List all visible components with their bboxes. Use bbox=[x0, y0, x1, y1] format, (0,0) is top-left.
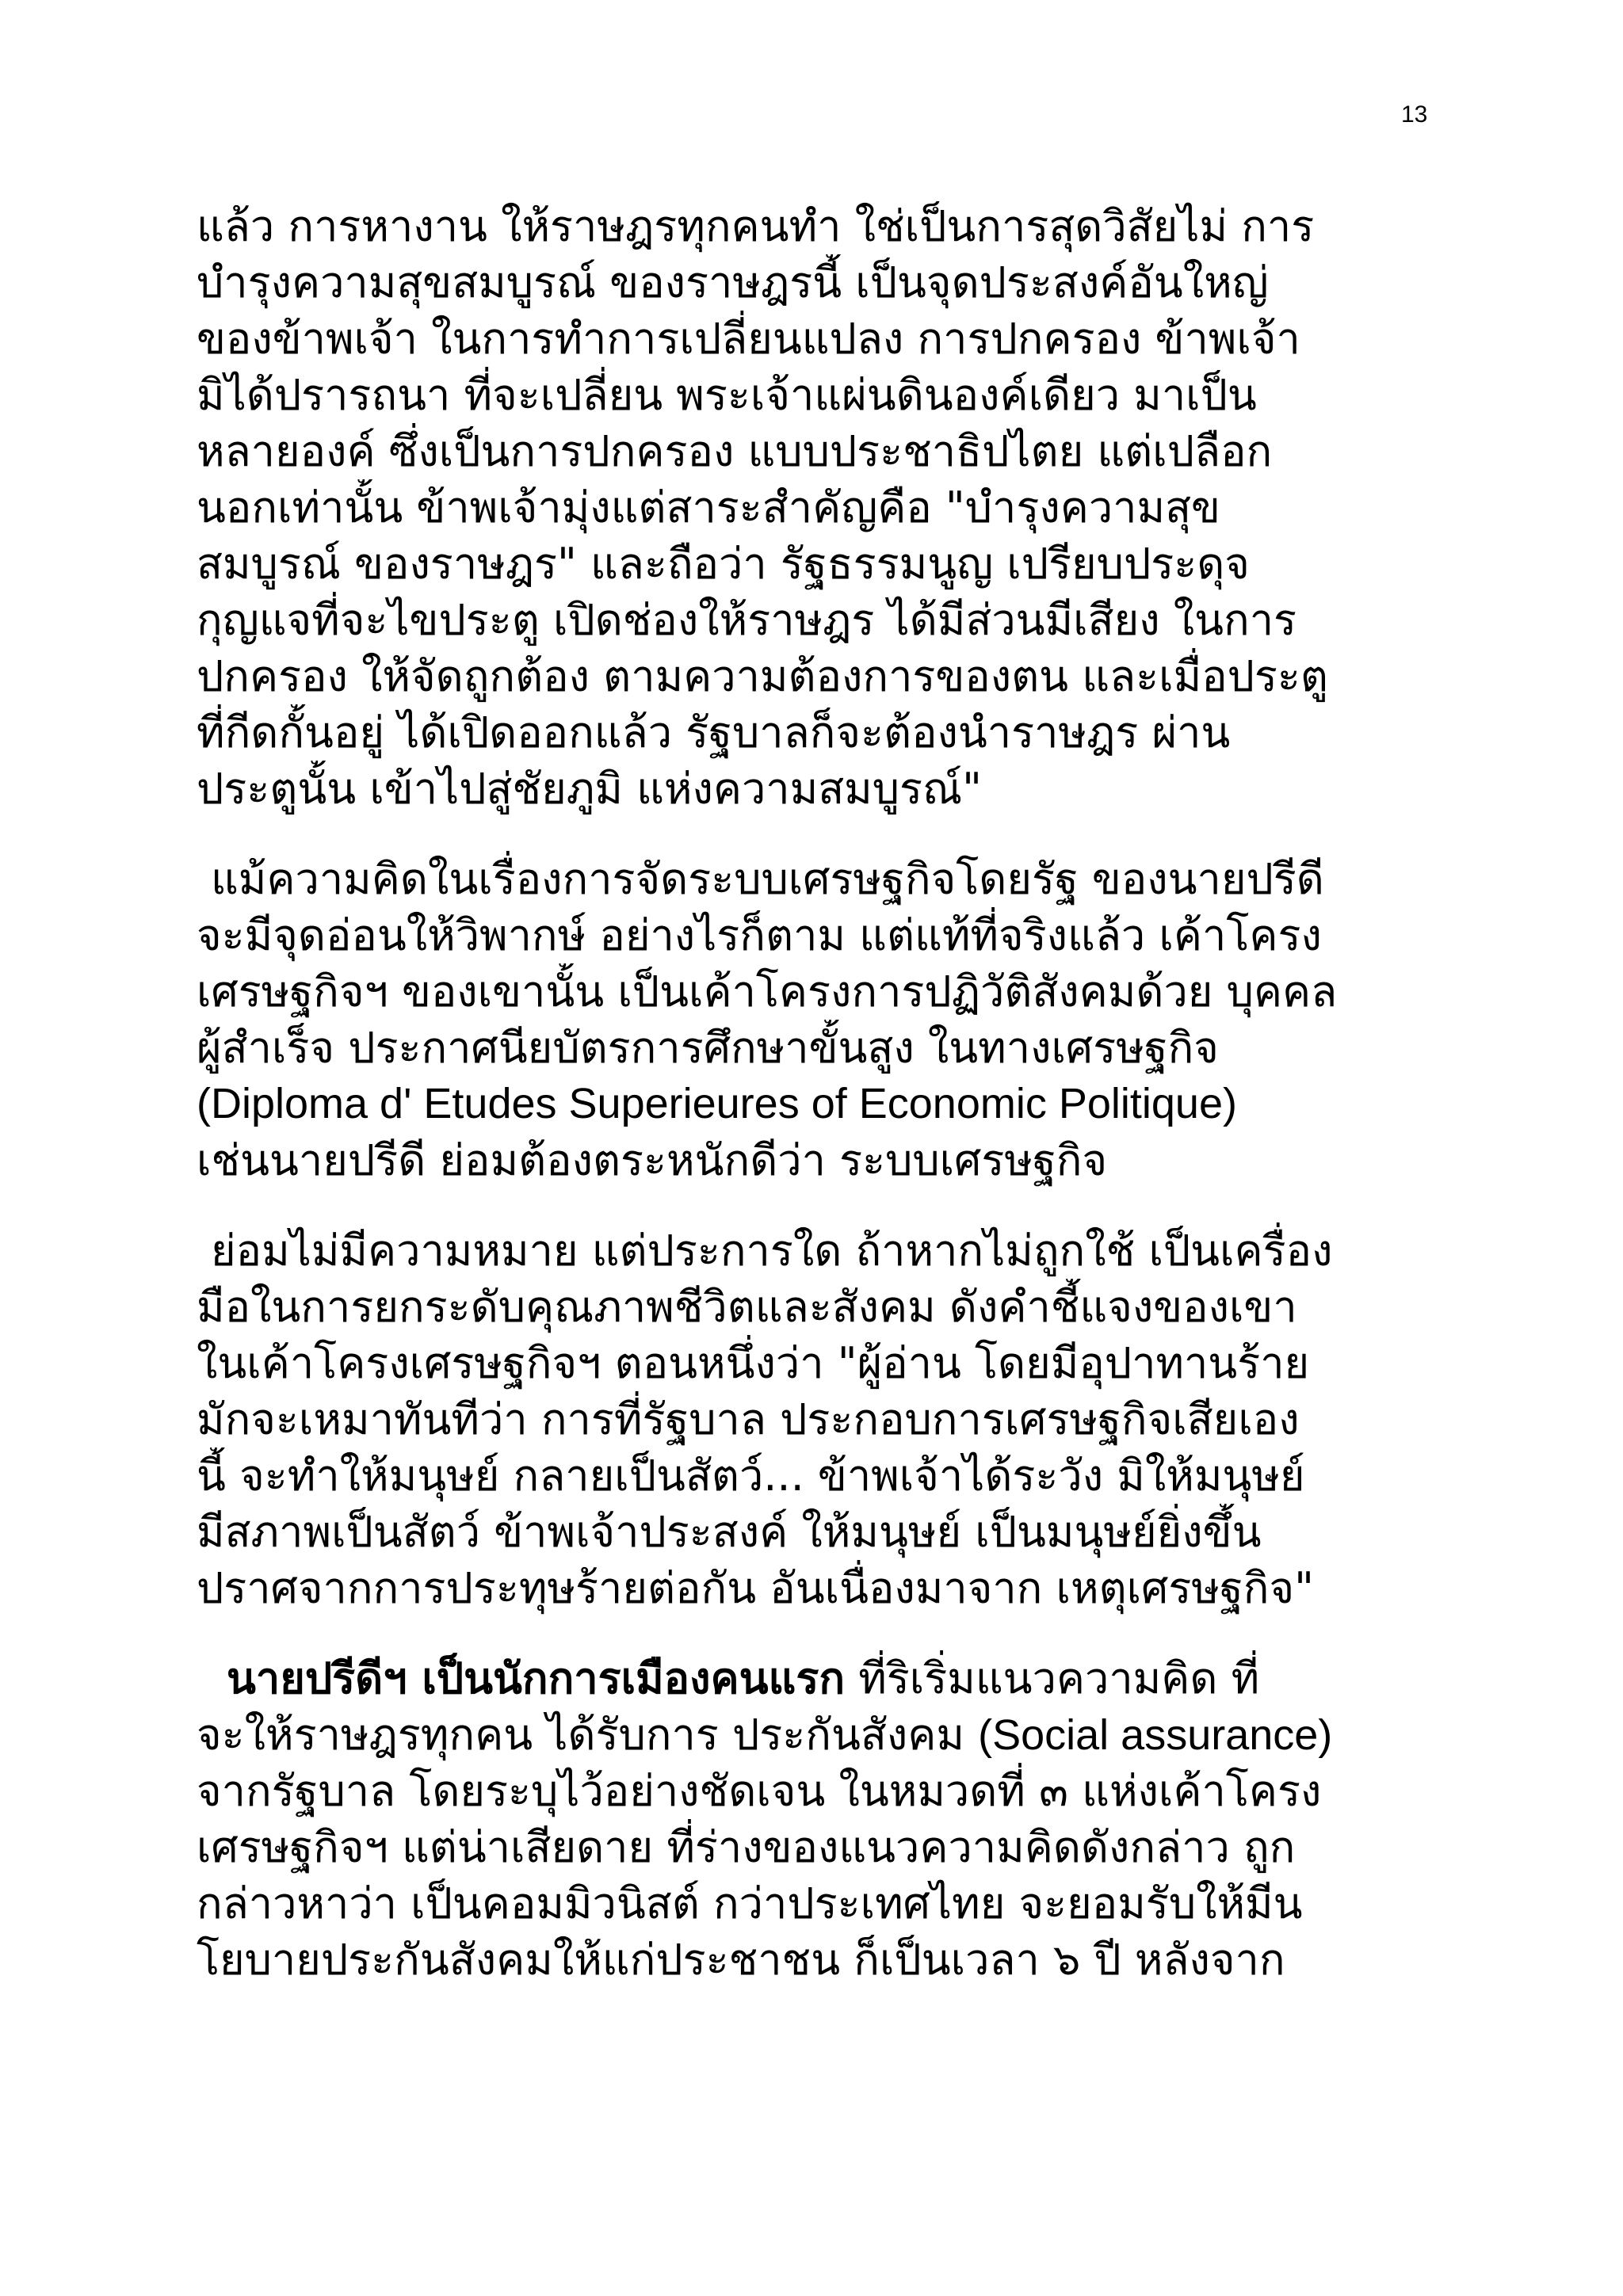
text-line: สมบูรณ์ ของราษฎร" และถือว่า รัฐธรรมนูญ เปรียบประดุจ bbox=[197, 539, 1250, 589]
text-line bbox=[197, 1650, 1449, 1707]
text-line: ปกครอง ให้จัดถูกต้อง ตามความต้องการของตน และเมื่อประตู bbox=[197, 651, 1328, 701]
text-line: จากรัฐบาล โดยระบุไว้อย่างชัดเจน ในหมวดที่ ๓ แห่งเค้าโครง bbox=[197, 1766, 1322, 1816]
text-line: โยบายประกันสังคมให้แก่ประชาชน ก็เป็นเวลา ๖ ปี หลังจาก bbox=[197, 1935, 1285, 1985]
page-number: 13 bbox=[1401, 101, 1428, 128]
text-line: นอกเท่านั้น ข้าพเจ้ามุ่งแต่สาระสำคัญคือ "บำรุงความสุข bbox=[197, 482, 1220, 532]
text-line: ของข้าพเจ้า ในการทำการเปลี่ยนแปลง การปกครอง ข้าพเจ้า bbox=[197, 314, 1300, 364]
text-line: ประตูนั้น เข้าไปสู่ชัยภูมิ แห่งความสมบูรณ์" bbox=[197, 764, 982, 814]
text-line: บำรุงความสุขสมบูรณ์ ของราษฎรนี้ เป็นจุดประสงค์อันใหญ่ bbox=[197, 257, 1269, 307]
text-line: ผู้สำเร็จ ประกาศนียบัตรการศึกษาขั้นสูง ในทางเศรษฐกิจ bbox=[197, 1023, 1219, 1073]
paragraph-2 bbox=[197, 851, 1449, 1188]
text-line: (Diploma d' Etudes Superieures of Economic Politique) bbox=[197, 1080, 1237, 1127]
text-line: เศรษฐกิจฯ ของเขานั้น เป็นเค้าโครงการปฏิวัติสังคมด้วย บุคคล bbox=[197, 967, 1338, 1016]
text-line: นี้ จะทำให้มนุษย์ กลายเป็นสัตว์... ข้าพเจ้าได้ระวัง มิให้มนุษย์ bbox=[197, 1451, 1305, 1501]
text-line: หลายองค์ ซึ่งเป็นการปกครอง แบบประชาธิปไตย แต่เปลือก bbox=[197, 426, 1273, 476]
text-line: แล้ว การหางาน ให้ราษฎรทุกคนทำ ใช่เป็นการสุดวิสัยไม่ การ bbox=[197, 201, 1315, 251]
latin-text-segment: (Social assurance) bbox=[978, 1711, 1333, 1759]
text-line: ปราศจากการประทุษร้ายต่อกัน อันเนื่องมาจาก เหตุเศรษฐกิจ" bbox=[197, 1563, 1314, 1613]
text-line: มิได้ปรารถนา ที่จะเปลี่ยน พระเจ้าแผ่นดินองค์เดียว มาเป็น bbox=[197, 370, 1257, 420]
text-line bbox=[197, 1707, 1449, 1763]
text-line: เศรษฐกิจฯ แต่น่าเสียดาย ที่ร่างของแนวความคิดดังกล่าว ถูก bbox=[197, 1822, 1296, 1872]
text-line: เช่นนายปรีดี ย่อมต้องตระหนักดีว่า ระบบเศรษฐกิจ bbox=[197, 1135, 1108, 1185]
text-line: จะมีจุดอ่อนให้วิพากษ์ อย่างไรก็ตาม แต่แท้ที่จริงแล้ว เค้าโครง bbox=[197, 910, 1322, 960]
text-line: ที่กีดกั้นอยู่ ได้เปิดออกแล้ว รัฐบาลก็จะต้องนำราษฎร ผ่าน bbox=[197, 707, 1231, 757]
text-line: แม้ความคิดในเรื่องการจัดระบบเศรษฐกิจโดยรัฐ ของนายปรีดี bbox=[211, 854, 1324, 904]
text-line: กล่าวหาว่า เป็นคอมมิวนิสต์ กว่าประเทศไทย จะยอมรับให้มีน bbox=[197, 1878, 1303, 1928]
bold-lead-text: นายปรีดีฯ เป็นนักการเมืองคนแรก bbox=[227, 1653, 846, 1703]
text-line: ย่อมไม่มีความหมาย แต่ประการใด ถ้าหากไม่ถูกใช้ เป็นเครื่อง bbox=[211, 1226, 1333, 1276]
text-line: กุญแจที่จะไขประตู เปิดช่องให้ราษฎร ได้มีส่วนมีเสียง ในการ bbox=[197, 595, 1297, 645]
paragraph-4 bbox=[197, 1650, 1449, 1988]
paragraph-3 bbox=[197, 1222, 1449, 1616]
thai-text-segment: จะให้ราษฎรทุกคน ได้รับการ ประกันสังคม bbox=[197, 1710, 979, 1760]
text-line: มักจะเหมาทันทีว่า การที่รัฐบาล ประกอบการเศรษฐกิจเสียเอง bbox=[197, 1394, 1300, 1444]
paragraph-1 bbox=[197, 198, 1449, 817]
text-line: มือในการยกระดับคุณภาพชีวิตและสังคม ดังคำชี้แจงของเขา bbox=[197, 1282, 1297, 1332]
text-line: มีสภาพเป็นสัตว์ ข้าพเจ้าประสงค์ ให้มนุษย์ เป็นมนุษย์ยิ่งขึ้น bbox=[197, 1507, 1262, 1557]
body-text bbox=[197, 198, 1449, 1988]
line-continuation: ที่ริเริ่มแนวความคิด ที่ bbox=[845, 1653, 1260, 1703]
text-line: ในเค้าโครงเศรษฐกิจฯ ตอนหนึ่งว่า "ผู้อ่าน โดยมีอุปาทานร้าย bbox=[197, 1338, 1310, 1388]
